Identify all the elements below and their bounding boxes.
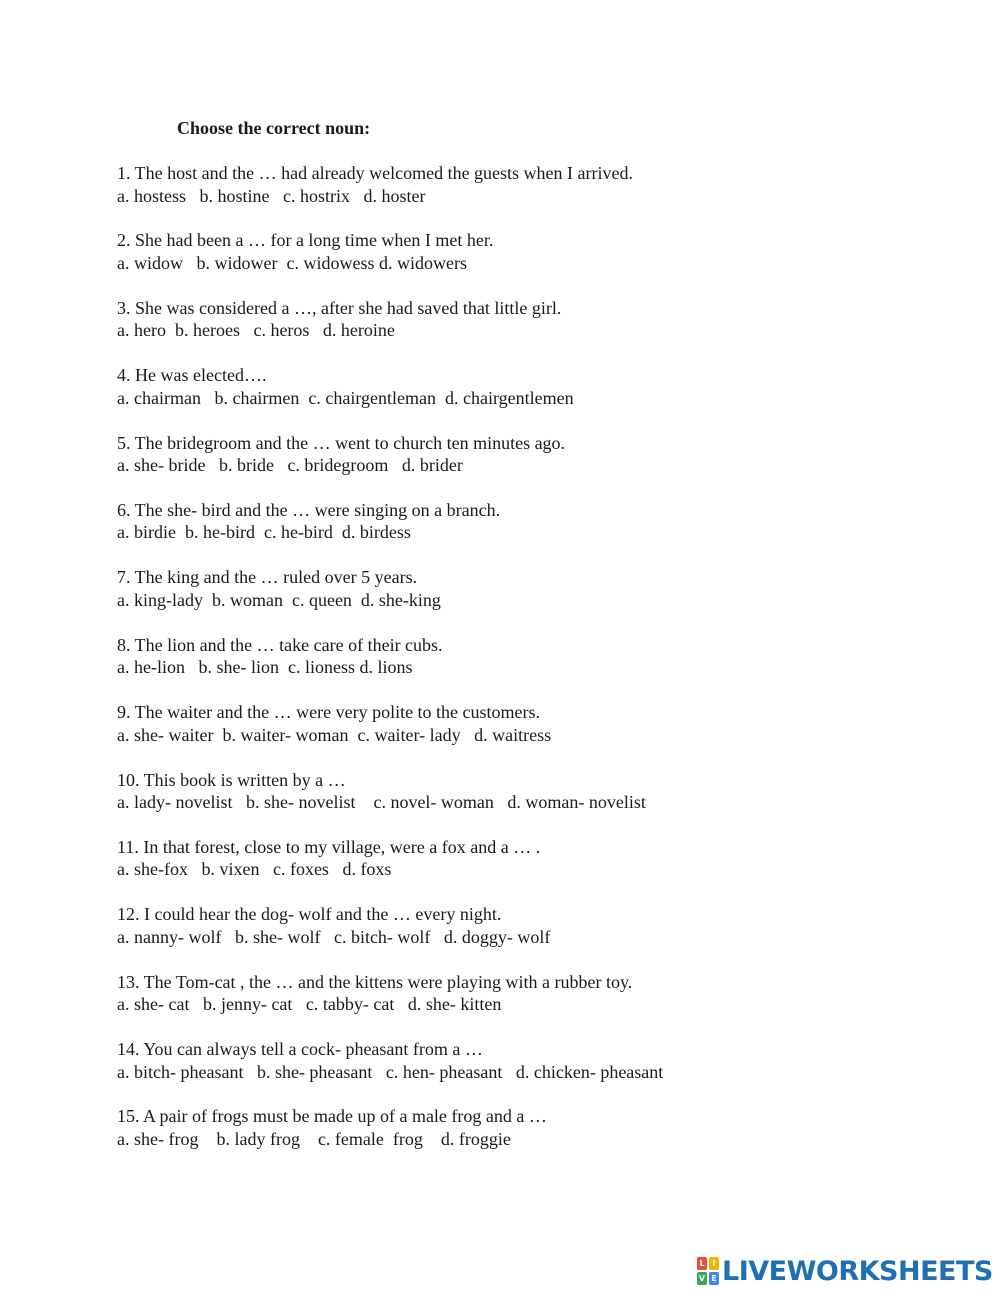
question-options: a. bitch- pheasant b. she- pheasant c. hen- pheasant d. chicken- pheasant [117,1061,664,1082]
question-options: a. he-lion b. she- lion c. lioness d. lions [117,657,413,678]
question-options: a. she- frog b. lady frog c. female frog d. froggie [117,1128,511,1149]
question-text: 3. She was considered a …, after she had saved that little girl. [117,297,562,318]
question-options: a. she-fox b. vixen c. foxes d. foxs [117,859,392,880]
question-options: a. nanny- wolf b. she- wolf c. bitch- wolf d. doggy- wolf [117,926,551,947]
question-text: 13. The Tom-cat , the … and the kittens were playing with a rubber toy. [117,971,633,992]
question-text: 9. The waiter and the … were very polite to the customers. [117,702,541,723]
question-text: 1. The host and the … had already welcomed the guests when I arrived. [117,163,634,183]
question-text: 15. A pair of frogs must be made up of a male frog and a … [117,1106,547,1127]
question-options: a. hostess b. hostine c. hostrix d. hoster [117,185,426,206]
question-item [117,499,917,566]
question-text: 12. I could hear the dog- wolf and the … every night. [117,904,502,925]
question-options: a. chairman b. chairmen c. chairgentleman d. chairgentlemen [117,387,574,408]
question-item [117,1038,917,1105]
logo-mark-icon [697,1257,719,1285]
logo-text: LIVEWORKSHEETS [722,1255,993,1287]
logo-mark-tile: I [709,1257,719,1270]
question-options: a. hero b. heroes c. heros d. heroine [117,320,395,341]
question-item [117,634,917,701]
question-options: a. she- cat b. jenny- cat c. tabby- cat d. she- kitten [117,994,502,1015]
question-item [117,1105,917,1172]
question-options: a. king-lady b. woman c. queen d. she-king [117,589,441,610]
question-text: 10. This book is written by a … [117,769,346,790]
question-item [117,229,917,296]
question-text: 8. The lion and the … take care of their cubs. [117,634,443,655]
question-text: 4. He was elected…. [117,365,267,386]
logo-mark-tile: L [697,1257,707,1270]
question-text: 7. The king and the … ruled over 5 years. [117,567,418,588]
question-item [117,566,917,633]
question-options: a. she- bride b. bride c. bridegroom d. brider [117,455,463,476]
question-item [117,364,917,431]
logo-mark-tile: V [698,1274,706,1283]
question-options: a. lady- novelist b. she- novelist c. novel- woman d. woman- novelist [117,792,646,813]
question-item [117,297,917,364]
question-list [117,162,917,1173]
worksheet-title: Choose the correct noun: [177,118,371,138]
question-item [117,903,917,970]
question-options: a. she- waiter b. waiter- woman c. waiter- lady d. waitress [117,724,552,745]
question-options: a. widow b. widower c. widowess d. widowers [117,252,467,273]
question-text: 2. She had been a … for a long time when I met her. [117,230,494,251]
question-text: 6. The she- bird and the … were singing on a branch. [117,499,501,520]
question-item [117,836,917,903]
question-text: 14. You can always tell a cock- pheasant from a … [117,1039,483,1060]
question-options: a. birdie b. he-bird c. he-bird d. birdess [117,522,411,543]
liveworksheets-logo [697,1255,993,1287]
logo-mark-tile: E [709,1272,719,1285]
question-item [117,162,917,229]
question-text: 5. The bridegroom and the … went to church ten minutes ago. [117,432,566,453]
question-text: 11. In that forest, close to my village, were a fox and a … . [117,836,541,857]
question-item [117,971,917,1038]
question-item [117,769,917,836]
question-item [117,701,917,768]
question-item [117,432,917,499]
